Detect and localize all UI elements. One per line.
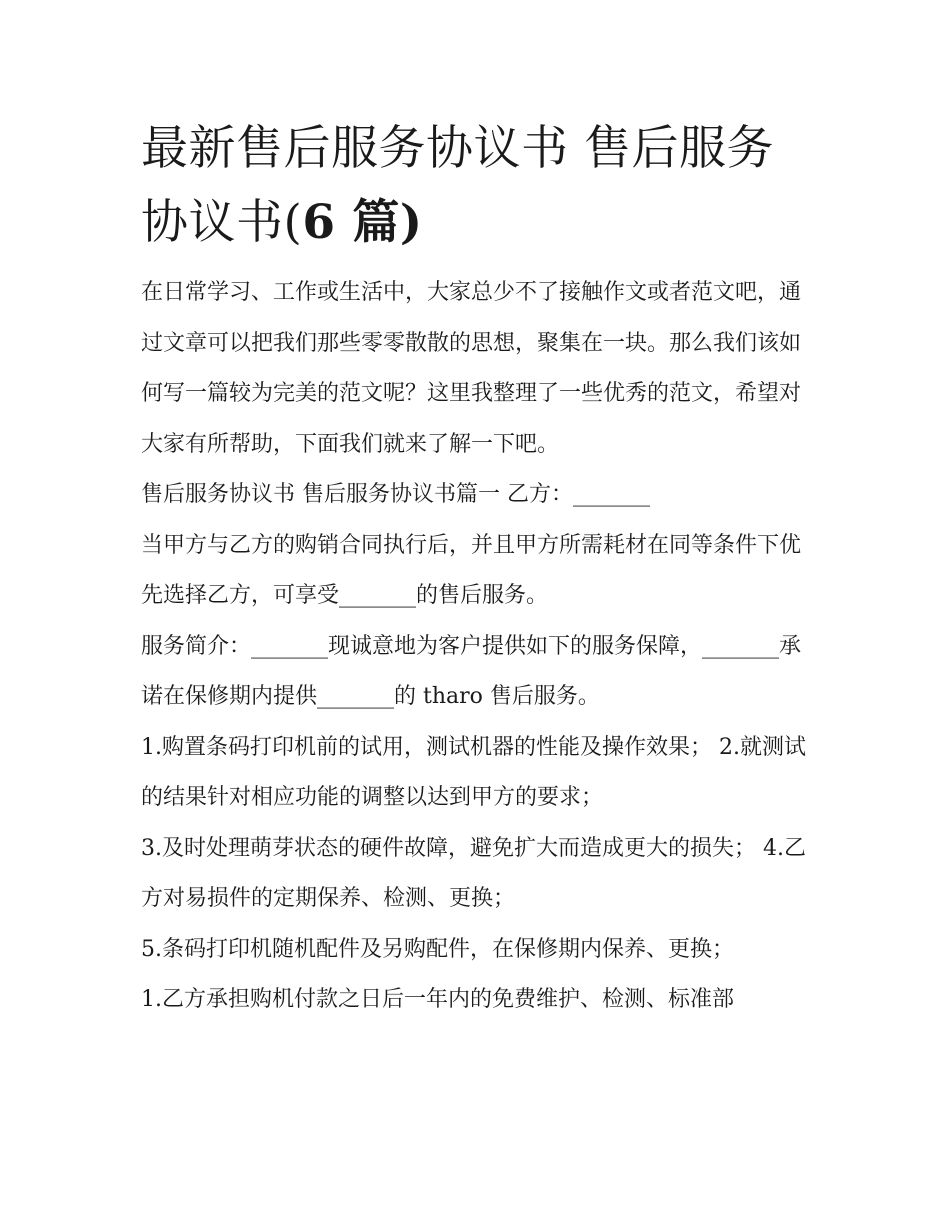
warranty-paragraph: 1.乙方承担购机付款之日后一年内的免费维护、检测、标准部 (141, 987, 734, 1012)
intro-paragraph: 在日常学习、工作或生活中，大家总少不了接触作文或者范文吧，通过文章可以把我们那些零零散散的思想，聚集在一块。那么我们该如何写一篇较为完美的范文呢？这里我整理了一些优秀的范文，希望对大家有所帮助，下面我们就来了解一下吧。 (141, 280, 802, 457)
service-items-paragraph-2: 3.及时处理萌芽状态的硬件故障，避免扩大而造成更大的损失； 4.乙方对易损件的定期保养、检测、更换； (141, 835, 806, 911)
service-intro-paragraph: 服务简介：_______现诚意地为客户提供如下的服务保障，_______承诺在保修期内提供_______的 tharo 售后服务。 (141, 633, 802, 709)
document-body (141, 268, 821, 1026)
service-items-paragraph-3: 5.条码打印机随机配件及另购配件，在保修期内保养、更换； (141, 936, 734, 962)
service-items-paragraph-1: 1.购置条码打印机前的试用，测试机器的性能及操作效果； 2.就测试的结果针对相应功能的调整以达到甲方的要求； (141, 734, 806, 810)
title-text-part1: 最新售后服务协议书 售后服务协议书( (141, 121, 774, 250)
document-title (141, 112, 821, 260)
title-text-part2: 篇) (335, 195, 423, 250)
contract-paragraph: 当甲方与乙方的购销合同执行后，并且甲方所需耗材在同等条件下优先选择乙方，可享受_______的售后服务。 (141, 532, 802, 608)
agreement-heading-paragraph: 售后服务协议书 售后服务协议书篇一 乙方：_______ (141, 482, 650, 507)
title-number: 6 (302, 195, 336, 250)
document-content (141, 112, 821, 1026)
